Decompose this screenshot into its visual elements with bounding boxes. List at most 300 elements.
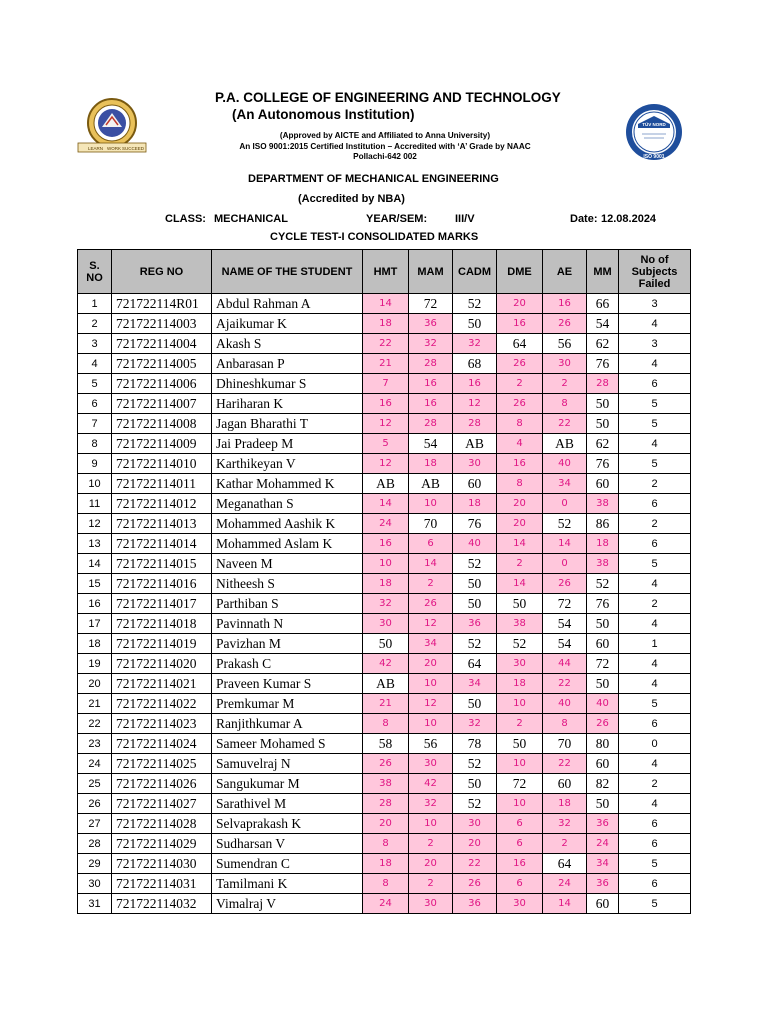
mark-cell: 34 [543,474,587,494]
reg-no-cell: 721722114011 [112,474,212,494]
student-name-cell: Vimalraj V [212,894,363,914]
table-row [78,334,691,354]
serial-number-cell: 28 [78,834,112,854]
mark-cell: 16 [363,534,409,554]
student-name-cell: Sumendran C [212,854,363,874]
serial-number-cell: 25 [78,774,112,794]
table-row [78,314,691,334]
mark-cell: 76 [587,454,619,474]
serial-number-cell: 19 [78,654,112,674]
mark-cell: 24 [587,834,619,854]
serial-number-cell: 21 [78,694,112,714]
table-row [78,654,691,674]
mark-cell: 78 [453,734,497,754]
reg-no-cell: 721722114016 [112,574,212,594]
mark-cell: 2 [497,714,543,734]
mark-cell: 2 [543,834,587,854]
table-row [78,894,691,914]
mark-cell: 30 [497,894,543,914]
mark-cell: 20 [453,834,497,854]
mark-cell: 50 [587,674,619,694]
col-header-cadm: CADM [453,250,497,294]
table-row [78,734,691,754]
mark-cell: 16 [497,854,543,874]
mark-cell: 38 [363,774,409,794]
student-name-cell: Ranjithkumar A [212,714,363,734]
mark-cell: 28 [453,414,497,434]
table-row [78,794,691,814]
reg-no-cell: 721722114013 [112,514,212,534]
subjects-failed-cell: 5 [619,394,691,414]
mark-cell: 30 [453,814,497,834]
student-name-cell: Jai Pradeep M [212,434,363,454]
emblem-word-learn: LEARN [88,146,104,151]
mark-cell: 40 [587,694,619,714]
table-row [78,574,691,594]
mark-cell: 32 [363,594,409,614]
mark-cell: 54 [409,434,453,454]
mark-cell: 30 [453,454,497,474]
student-name-cell: Mohammed Aashik K [212,514,363,534]
student-name-cell: Tamilmani K [212,874,363,894]
mark-cell: 68 [453,354,497,374]
marks-table-body [78,294,691,914]
student-name-cell: Prakash C [212,654,363,674]
table-row [78,614,691,634]
student-name-cell: Kathar Mohammed K [212,474,363,494]
table-row [78,714,691,734]
student-name-cell: Karthikeyan V [212,454,363,474]
mark-cell: 14 [497,574,543,594]
mark-cell: 72 [587,654,619,674]
student-name-cell: Anbarasan P [212,354,363,374]
serial-number-cell: 23 [78,734,112,754]
mark-cell: 16 [497,454,543,474]
mark-cell: 50 [363,634,409,654]
mark-cell: 26 [497,394,543,414]
mark-cell: 26 [543,574,587,594]
reg-no-cell: 721722114009 [112,434,212,454]
reg-no-cell: 721722114022 [112,694,212,714]
mark-cell: 26 [587,714,619,734]
table-row [78,454,691,474]
class-value: MECHANICAL [214,213,288,225]
student-name-cell: Nitheesh S [212,574,363,594]
serial-number-cell: 10 [78,474,112,494]
serial-number-cell: 18 [78,634,112,654]
emblem-word-succeed: SUCCEED [122,146,145,151]
reg-no-cell: 721722114R01 [112,294,212,314]
serial-number-cell: 31 [78,894,112,914]
mark-cell: 2 [409,834,453,854]
mark-cell: 32 [409,334,453,354]
college-address: Pollachi-642 002 [353,152,417,161]
iso-accreditation-statement: An ISO 9001:2015 Certified Institution – Accredited with ‘A’ Grade by NAAC [239,142,531,151]
mark-cell: 44 [543,654,587,674]
table-row [78,834,691,854]
serial-number-cell: 26 [78,794,112,814]
mark-cell: 14 [409,554,453,574]
mark-cell: 18 [587,534,619,554]
subjects-failed-cell: 5 [619,894,691,914]
table-header-row [78,250,691,294]
mark-cell: 10 [497,754,543,774]
mark-cell: AB [543,434,587,454]
col-header-mm: MM [587,250,619,294]
mark-cell: 72 [543,594,587,614]
reg-no-cell: 721722114008 [112,414,212,434]
mark-cell: 60 [587,634,619,654]
subjects-failed-cell: 0 [619,734,691,754]
mark-cell: 8 [543,714,587,734]
subjects-failed-cell: 4 [619,654,691,674]
reg-no-cell: 721722114023 [112,714,212,734]
mark-cell: 26 [363,754,409,774]
mark-cell: 12 [363,454,409,474]
table-row [78,634,691,654]
mark-cell: 28 [363,794,409,814]
mark-cell: 10 [409,814,453,834]
mark-cell: 20 [409,654,453,674]
mark-cell: 70 [543,734,587,754]
serial-number-cell: 4 [78,354,112,374]
mark-cell: 6 [497,814,543,834]
student-name-cell: Praveen Kumar S [212,674,363,694]
reg-no-cell: 721722114031 [112,874,212,894]
mark-cell: 16 [543,294,587,314]
mark-cell: 26 [543,314,587,334]
mark-cell: 60 [587,894,619,914]
mark-cell: 32 [453,714,497,734]
mark-cell: 50 [453,314,497,334]
mark-cell: 76 [453,514,497,534]
table-row [78,674,691,694]
mark-cell: 50 [587,794,619,814]
mark-cell: 50 [587,414,619,434]
marks-table [77,249,691,914]
emblem-word-work: WORK [107,146,121,151]
mark-cell: 56 [543,334,587,354]
year-sem-label: YEAR/SEM: [366,213,428,225]
mark-cell: 36 [453,614,497,634]
mark-cell: 50 [453,694,497,714]
student-name-cell: Pavinnath N [212,614,363,634]
table-row [78,814,691,834]
mark-cell: 12 [409,694,453,714]
department-name: DEPARTMENT OF MECHANICAL ENGINEERING [248,173,499,185]
mark-cell: 21 [363,694,409,714]
serial-number-cell: 3 [78,334,112,354]
mark-cell: 52 [543,514,587,534]
mark-cell: 64 [453,654,497,674]
mark-cell: 66 [587,294,619,314]
mark-cell: 18 [453,494,497,514]
reg-no-cell: 721722114018 [112,614,212,634]
mark-cell: 24 [543,874,587,894]
subjects-failed-cell: 5 [619,854,691,874]
serial-number-cell: 30 [78,874,112,894]
reg-no-cell: 721722114026 [112,774,212,794]
col-header-subjects-failed: No of Subjects Failed [619,250,691,294]
student-name-cell: Sarathivel M [212,794,363,814]
iso-certification-logo [620,102,688,162]
serial-number-cell: 13 [78,534,112,554]
student-name-cell: Parthiban S [212,594,363,614]
mark-cell: 14 [497,534,543,554]
mark-cell: 52 [453,794,497,814]
mark-cell: 32 [409,794,453,814]
approval-statement: (Approved by AICTE and Affiliated to Anna University) [279,131,491,140]
mark-cell: 76 [587,594,619,614]
mark-cell: 30 [543,354,587,374]
mark-cell: 20 [497,494,543,514]
table-row [78,514,691,534]
mark-cell: 72 [497,774,543,794]
serial-number-cell: 29 [78,854,112,874]
col-header-mam: MAM [409,250,453,294]
reg-no-cell: 721722114032 [112,894,212,914]
subjects-failed-cell: 4 [619,754,691,774]
mark-cell: AB [363,674,409,694]
mark-cell: 36 [587,874,619,894]
mark-cell: 18 [363,314,409,334]
mark-cell: 22 [543,674,587,694]
reg-no-cell: 721722114012 [112,494,212,514]
mark-cell: 34 [409,634,453,654]
subjects-failed-cell: 5 [619,554,691,574]
mark-cell: 2 [497,554,543,574]
mark-cell: 26 [409,594,453,614]
serial-number-cell: 11 [78,494,112,514]
subjects-failed-cell: 3 [619,334,691,354]
mark-cell: 52 [453,634,497,654]
mark-cell: 30 [497,654,543,674]
mark-cell: 38 [587,554,619,574]
subjects-failed-cell: 4 [619,354,691,374]
mark-cell: 60 [587,474,619,494]
mark-cell: 38 [587,494,619,514]
table-row [78,474,691,494]
year-sem-value: III/V [455,213,475,225]
mark-cell: 24 [363,514,409,534]
mark-cell: 52 [587,574,619,594]
subjects-failed-cell: 5 [619,694,691,714]
mark-cell: 54 [587,314,619,334]
serial-number-cell: 2 [78,314,112,334]
mark-cell: 2 [497,374,543,394]
serial-number-cell: 20 [78,674,112,694]
mark-cell: 30 [409,754,453,774]
subjects-failed-cell: 4 [619,794,691,814]
subjects-failed-cell: 5 [619,454,691,474]
mark-cell: 10 [409,494,453,514]
mark-cell: 50 [453,594,497,614]
mark-cell: 50 [497,594,543,614]
mark-cell: 8 [497,414,543,434]
serial-number-cell: 7 [78,414,112,434]
mark-cell: 4 [497,434,543,454]
mark-cell: 86 [587,514,619,534]
student-name-cell: Ajaikumar K [212,314,363,334]
serial-number-cell: 9 [78,454,112,474]
mark-cell: AB [363,474,409,494]
mark-cell: 28 [409,414,453,434]
serial-number-cell: 22 [78,714,112,734]
mark-cell: 0 [543,494,587,514]
table-row [78,874,691,894]
mark-cell: 6 [409,534,453,554]
mark-cell: 52 [453,554,497,574]
mark-cell: 36 [409,314,453,334]
mark-cell: 2 [409,874,453,894]
col-header-dme: DME [497,250,543,294]
mark-cell: 54 [543,634,587,654]
student-name-cell: Dhineshkumar S [212,374,363,394]
mark-cell: 18 [497,674,543,694]
mark-cell: 80 [587,734,619,754]
reg-no-cell: 721722114007 [112,394,212,414]
mark-cell: 14 [363,294,409,314]
subjects-failed-cell: 2 [619,594,691,614]
reg-no-cell: 721722114019 [112,634,212,654]
subjects-failed-cell: 4 [619,314,691,334]
mark-cell: 18 [363,574,409,594]
mark-cell: 0 [543,554,587,574]
col-header-sno: S. NO [78,250,112,294]
mark-cell: 16 [409,394,453,414]
mark-cell: 18 [363,854,409,874]
student-name-cell: Premkumar M [212,694,363,714]
subjects-failed-cell: 2 [619,774,691,794]
mark-cell: 72 [409,294,453,314]
subjects-failed-cell: 4 [619,574,691,594]
subjects-failed-cell: 6 [619,834,691,854]
mark-cell: 16 [409,374,453,394]
student-name-cell: Sameer Mohamed S [212,734,363,754]
mark-cell: 22 [543,414,587,434]
mark-cell: 60 [453,474,497,494]
mark-cell: 38 [497,614,543,634]
mark-cell: 52 [497,634,543,654]
serial-number-cell: 24 [78,754,112,774]
mark-cell: 28 [587,374,619,394]
serial-number-cell: 12 [78,514,112,534]
col-header-hmt: HMT [363,250,409,294]
reg-no-cell: 721722114029 [112,834,212,854]
mark-cell: 40 [453,534,497,554]
mark-cell: 32 [543,814,587,834]
mark-cell: 6 [497,874,543,894]
subjects-failed-cell: 2 [619,474,691,494]
reg-no-cell: 721722114020 [112,654,212,674]
serial-number-cell: 17 [78,614,112,634]
mark-cell: 60 [587,754,619,774]
date-value: 12.08.2024 [601,213,657,225]
reg-no-cell: 721722114030 [112,854,212,874]
reg-no-cell: 721722114003 [112,314,212,334]
student-name-cell: Hariharan K [212,394,363,414]
mark-cell: 14 [363,494,409,514]
reg-no-cell: 721722114024 [112,734,212,754]
mark-cell: 30 [363,614,409,634]
subjects-failed-cell: 4 [619,614,691,634]
student-name-cell: Samuvelraj N [212,754,363,774]
mark-cell: 16 [497,314,543,334]
student-name-cell: Mohammed Aslam K [212,534,363,554]
mark-cell: 5 [363,434,409,454]
mark-cell: 22 [543,754,587,774]
mark-cell: 18 [543,794,587,814]
mark-cell: 50 [453,574,497,594]
reg-no-cell: 721722114015 [112,554,212,574]
mark-cell: 24 [363,894,409,914]
mark-cell: 10 [409,714,453,734]
serial-number-cell: 5 [78,374,112,394]
subjects-failed-cell: 6 [619,714,691,734]
serial-number-cell: 27 [78,814,112,834]
mark-cell: 6 [497,834,543,854]
mark-cell: 20 [497,514,543,534]
mark-cell: 64 [543,854,587,874]
mark-cell: 82 [587,774,619,794]
subjects-failed-cell: 6 [619,534,691,554]
mark-cell: 64 [497,334,543,354]
table-row [78,374,691,394]
table-row [78,294,691,314]
mark-cell: 8 [363,834,409,854]
college-emblem-logo [76,95,148,157]
mark-cell: 10 [497,794,543,814]
reg-no-cell: 721722114014 [112,534,212,554]
subjects-failed-cell: 5 [619,414,691,434]
mark-cell: 34 [453,674,497,694]
mark-cell: 20 [497,294,543,314]
class-label: CLASS: [165,213,206,225]
table-row [78,694,691,714]
mark-cell: 34 [587,854,619,874]
table-row [78,414,691,434]
mark-cell: 20 [409,854,453,874]
reg-no-cell: 721722114004 [112,334,212,354]
table-row [78,394,691,414]
tuv-nord-text: TÜV NORD [642,122,666,127]
nba-accreditation: (Accredited by NBA) [298,193,405,205]
mark-cell: 2 [409,574,453,594]
table-row [78,774,691,794]
reg-no-cell: 721722114027 [112,794,212,814]
mark-cell: 22 [453,854,497,874]
mark-cell: 8 [363,874,409,894]
mark-cell: 36 [587,814,619,834]
student-name-cell: Sangukumar M [212,774,363,794]
mark-cell: 8 [363,714,409,734]
test-title: CYCLE TEST-I CONSOLIDATED MARKS [270,231,479,243]
student-name-cell: Naveen M [212,554,363,574]
mark-cell: 12 [453,394,497,414]
student-name-cell: Selvaprakash K [212,814,363,834]
serial-number-cell: 15 [78,574,112,594]
mark-cell: 56 [409,734,453,754]
mark-cell: 10 [497,694,543,714]
serial-number-cell: 1 [78,294,112,314]
mark-cell: 10 [409,674,453,694]
mark-cell: 10 [363,554,409,574]
subjects-failed-cell: 2 [619,514,691,534]
mark-cell: 20 [363,814,409,834]
mark-cell: 2 [543,374,587,394]
mark-cell: 76 [587,354,619,374]
mark-cell: AB [409,474,453,494]
